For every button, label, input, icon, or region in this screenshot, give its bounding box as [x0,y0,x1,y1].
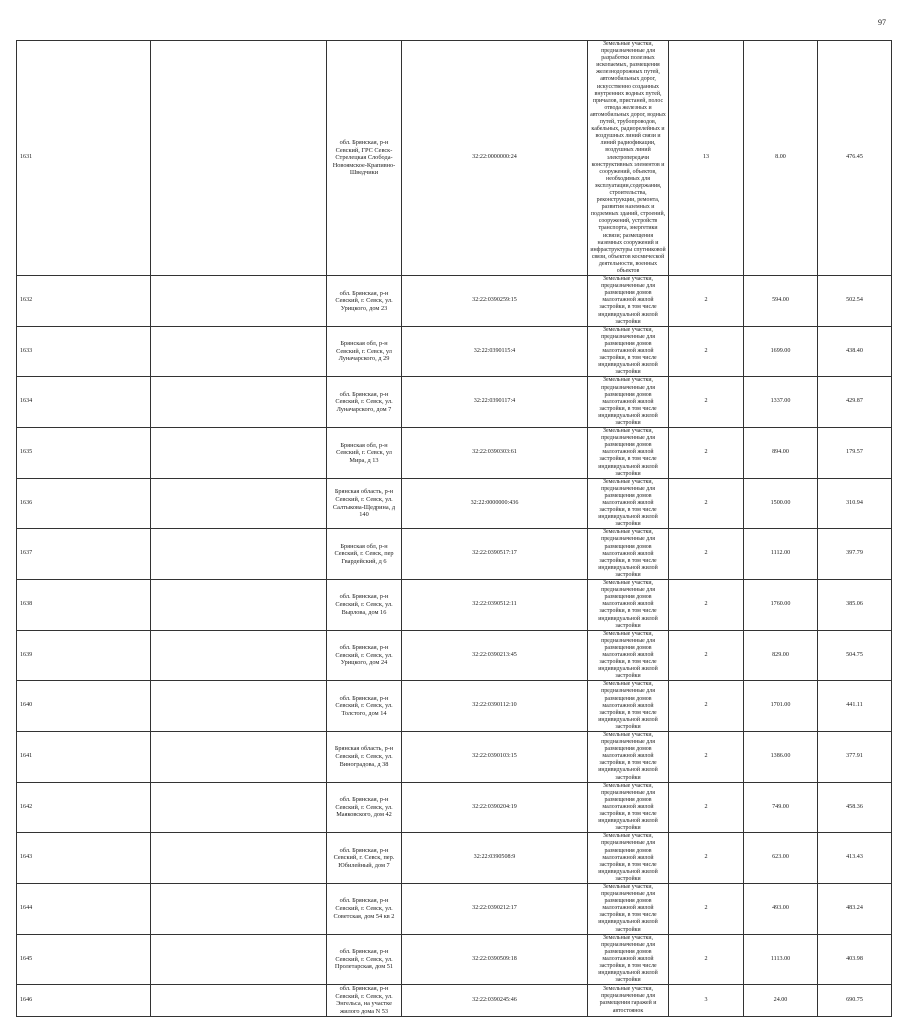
cadastral-number: 32:22:0390112:10 [402,681,588,732]
row-number: 1632 [17,276,151,327]
specific-value: 403.98 [818,934,892,985]
plot-address: обл. Брянская, р-н Севский, г. Севск, ул. Энгельса, на участке жилого дома N 53 [327,985,402,1016]
cadastral-number: 32:22:0390509:18 [402,934,588,985]
permitted-use: Земельные участки, предназначенные для размещения гаражей и автостоянок [588,985,669,1016]
row-number: 1645 [17,934,151,985]
table-row [17,377,892,428]
empty-cell [151,478,327,529]
empty-cell [151,732,327,783]
row-number: 1642 [17,782,151,833]
permitted-use: Земельные участки, предназначенные для размещения домов малоэтажной жилой застройки, в том числе индивидуальной жилой застройки [588,276,669,327]
empty-cell [151,782,327,833]
plot-address: обл. Брянская, р-н Севский, г. Севск, ул. Толстого, дом 14 [327,681,402,732]
specific-value: 429.87 [818,377,892,428]
empty-cell [151,833,327,884]
table-row [17,428,892,479]
permitted-use: Земельные участки, предназначенные для размещения домов малоэтажной жилой застройки, в том числе индивидуальной жилой застройки [588,326,669,377]
row-number: 1639 [17,630,151,681]
use-group: 2 [669,529,744,580]
table-row [17,529,892,580]
plot-address: Брянская обл, р-н Севский, г. Севск, пер Гвардейский, д 6 [327,529,402,580]
permitted-use: Земельные участки, предназначенные для размещения домов малоэтажной жилой застройки, в том числе индивидуальной жилой застройки [588,833,669,884]
permitted-use: Земельные участки, предназначенные для размещения домов малоэтажной жилой застройки, в том числе индивидуальной жилой застройки [588,934,669,985]
plot-area: 8.00 [744,41,818,276]
table-row [17,630,892,681]
cadastral-number: 32:22:0390103:15 [402,732,588,783]
specific-value: 483.24 [818,883,892,934]
plot-address: обл. Брянская, р-н Севский, г. Севск, ул. Луначарского, дом 7 [327,377,402,428]
permitted-use: Земельные участки, предназначенные для размещения домов малоэтажной жилой застройки, в том числе индивидуальной жилой застройки [588,580,669,631]
cadastral-number: 32:22:0390517:17 [402,529,588,580]
permitted-use: Земельные участки, предназначенные для размещения домов малоэтажной жилой застройки, в том числе индивидуальной жилой застройки [588,428,669,479]
row-number: 1633 [17,326,151,377]
permitted-use: Земельные участки, предназначенные для размещения домов малоэтажной жилой застройки, в том числе индивидуальной жилой застройки [588,883,669,934]
cadastral-number: 32:22:0390212:17 [402,883,588,934]
cadastral-number: 32:22:0390204:19 [402,782,588,833]
use-group: 3 [669,985,744,1016]
plot-area: 24.00 [744,985,818,1016]
permitted-use: Земельные участки, предназначенные для размещения домов малоэтажной жилой застройки, в том числе индивидуальной жилой застройки [588,478,669,529]
page-number: 97 [878,18,886,27]
empty-cell [151,630,327,681]
plot-address: обл. Брянская, р-н Севский, г. Севск, ул. Урицкого, дом 23 [327,276,402,327]
plot-area: 623.00 [744,833,818,884]
table-row [17,326,892,377]
cadastral-number: 32:22:0390213:45 [402,630,588,681]
specific-value: 504.75 [818,630,892,681]
use-group: 2 [669,833,744,884]
use-group: 2 [669,377,744,428]
plot-area: 829.00 [744,630,818,681]
row-number: 1636 [17,478,151,529]
cadastral-number: 32:22:0390508:9 [402,833,588,884]
permitted-use: Земельные участки, предназначенные для размещения домов малоэтажной жилой застройки, в том числе индивидуальной жилой застройки [588,529,669,580]
use-group: 2 [669,782,744,833]
specific-value: 377.91 [818,732,892,783]
cadastral-number: 32:22:0390245:46 [402,985,588,1016]
land-plot-table [16,40,892,1017]
plot-area: 894.00 [744,428,818,479]
empty-cell [151,681,327,732]
plot-area: 1701.00 [744,681,818,732]
plot-address: обл. Брянская, р-н Севский, г. Севск, ул. Маяковского, дом 42 [327,782,402,833]
cadastral-number: 32:22:0390115:4 [402,326,588,377]
plot-address: Брянская обл, р-н Севский, г. Севск, ул Луначарского, д 29 [327,326,402,377]
table-body [17,41,892,1017]
table-row [17,478,892,529]
table-row [17,833,892,884]
empty-cell [151,985,327,1016]
plot-area: 493.00 [744,883,818,934]
plot-address: Брянская область, р-н Севский, г. Севск, ул. Виноградова, д 38 [327,732,402,783]
plot-area: 1337.00 [744,377,818,428]
row-number: 1638 [17,580,151,631]
table-row [17,276,892,327]
cadastral-number: 32:22:0390512:11 [402,580,588,631]
row-number: 1631 [17,41,151,276]
cadastral-number: 32:22:0000000:436 [402,478,588,529]
row-number: 1640 [17,681,151,732]
specific-value: 385.06 [818,580,892,631]
specific-value: 438.40 [818,326,892,377]
specific-value: 690.75 [818,985,892,1016]
permitted-use: Земельные участки, предназначенные для разработки полезных ископаемых, размещения железнодорожных путей, автомобильных дорог, искусственно созданных внутренних водных путей, причалов, пристаней, полос отвода железных и автомобильных дорог, водных путей, трубопроводов, кабельных, радиорелейных и воздушных линий связи и линий радиофикации, воздушных линий электропередачи конструктивных элементов и сооружений, объектов, необходимых для эксплуатации,содержания, строительства, реконструкции, ремонта, развития наземных и подземных зданий, строений, сооружений, устройств транспорта, энергетики исвязи; размещения наземных сооружений и инфраструктуры спутниковой связи, объектов космической деятельности, военных объектов [588,41,669,276]
plot-area: 1699.00 [744,326,818,377]
table-row [17,681,892,732]
use-group: 2 [669,276,744,327]
plot-area: 594.00 [744,276,818,327]
row-number: 1646 [17,985,151,1016]
use-group: 2 [669,681,744,732]
empty-cell [151,326,327,377]
permitted-use: Земельные участки, предназначенные для размещения домов малоэтажной жилой застройки, в том числе индивидуальной жилой застройки [588,377,669,428]
empty-cell [151,428,327,479]
specific-value: 397.79 [818,529,892,580]
plot-address: обл. Брянская, р-н Севский, г. Севск, ул. Урицкого, дом 24 [327,630,402,681]
table-row [17,732,892,783]
use-group: 2 [669,428,744,479]
empty-cell [151,41,327,276]
specific-value: 413.43 [818,833,892,884]
plot-area: 1500.00 [744,478,818,529]
table-row [17,782,892,833]
use-group: 2 [669,732,744,783]
row-number: 1637 [17,529,151,580]
table-row [17,985,892,1016]
specific-value: 310.94 [818,478,892,529]
cadastral-number: 32:22:0390259:15 [402,276,588,327]
table-row [17,934,892,985]
plot-area: 1113.00 [744,934,818,985]
use-group: 2 [669,580,744,631]
empty-cell [151,377,327,428]
plot-area: 1112.00 [744,529,818,580]
plot-address: обл. Брянская, р-н Севский, г. Севск, ул. Пролетарская, дом 51 [327,934,402,985]
specific-value: 179.57 [818,428,892,479]
permitted-use: Земельные участки, предназначенные для размещения домов малоэтажной жилой застройки, в том числе индивидуальной жилой застройки [588,630,669,681]
plot-address: обл. Брянская, р-н Севский, г. Севск, пер. Юбилейный, дом 7 [327,833,402,884]
cadastral-number: 32:22:0390303:61 [402,428,588,479]
empty-cell [151,934,327,985]
use-group: 2 [669,883,744,934]
permitted-use: Земельные участки, предназначенные для размещения домов малоэтажной жилой застройки, в том числе индивидуальной жилой застройки [588,681,669,732]
table-row [17,41,892,276]
use-group: 2 [669,934,744,985]
row-number: 1635 [17,428,151,479]
plot-area: 1386.00 [744,732,818,783]
plot-address: Брянская область, р-н Севский, г. Севск, ул. Салтыкова-Щедрина, д 140 [327,478,402,529]
empty-cell [151,276,327,327]
empty-cell [151,529,327,580]
use-group: 2 [669,478,744,529]
empty-cell [151,580,327,631]
specific-value: 458.36 [818,782,892,833]
empty-cell [151,883,327,934]
row-number: 1644 [17,883,151,934]
plot-area: 1760.00 [744,580,818,631]
row-number: 1641 [17,732,151,783]
table-row [17,580,892,631]
use-group: 2 [669,326,744,377]
permitted-use: Земельные участки, предназначенные для размещения домов малоэтажной жилой застройки, в том числе индивидуальной жилой застройки [588,782,669,833]
plot-address: обл. Брянская, р-н Севский, ГРС Севск-Стрелецкая Слобода-Новоямское-Крапивно-Шведчики [327,41,402,276]
use-group: 13 [669,41,744,276]
permitted-use: Земельные участки, предназначенные для размещения домов малоэтажной жилой застройки, в том числе индивидуальной жилой застройки [588,732,669,783]
cadastral-number: 32:22:0390117:4 [402,377,588,428]
use-group: 2 [669,630,744,681]
plot-address: Брянская обл, р-н Севский, г. Севск, ул Мира, д 13 [327,428,402,479]
cadastral-number: 32:22:0000000:24 [402,41,588,276]
table-row [17,883,892,934]
row-number: 1634 [17,377,151,428]
plot-address: обл. Брянская, р-н Севский, г. Севск, ул. Вырлова, дом 16 [327,580,402,631]
specific-value: 441.11 [818,681,892,732]
plot-address: обл. Брянская, р-н Севский, г. Севск, ул. Советская, дом 54 кв 2 [327,883,402,934]
specific-value: 476.45 [818,41,892,276]
row-number: 1643 [17,833,151,884]
plot-area: 749.00 [744,782,818,833]
specific-value: 502.54 [818,276,892,327]
